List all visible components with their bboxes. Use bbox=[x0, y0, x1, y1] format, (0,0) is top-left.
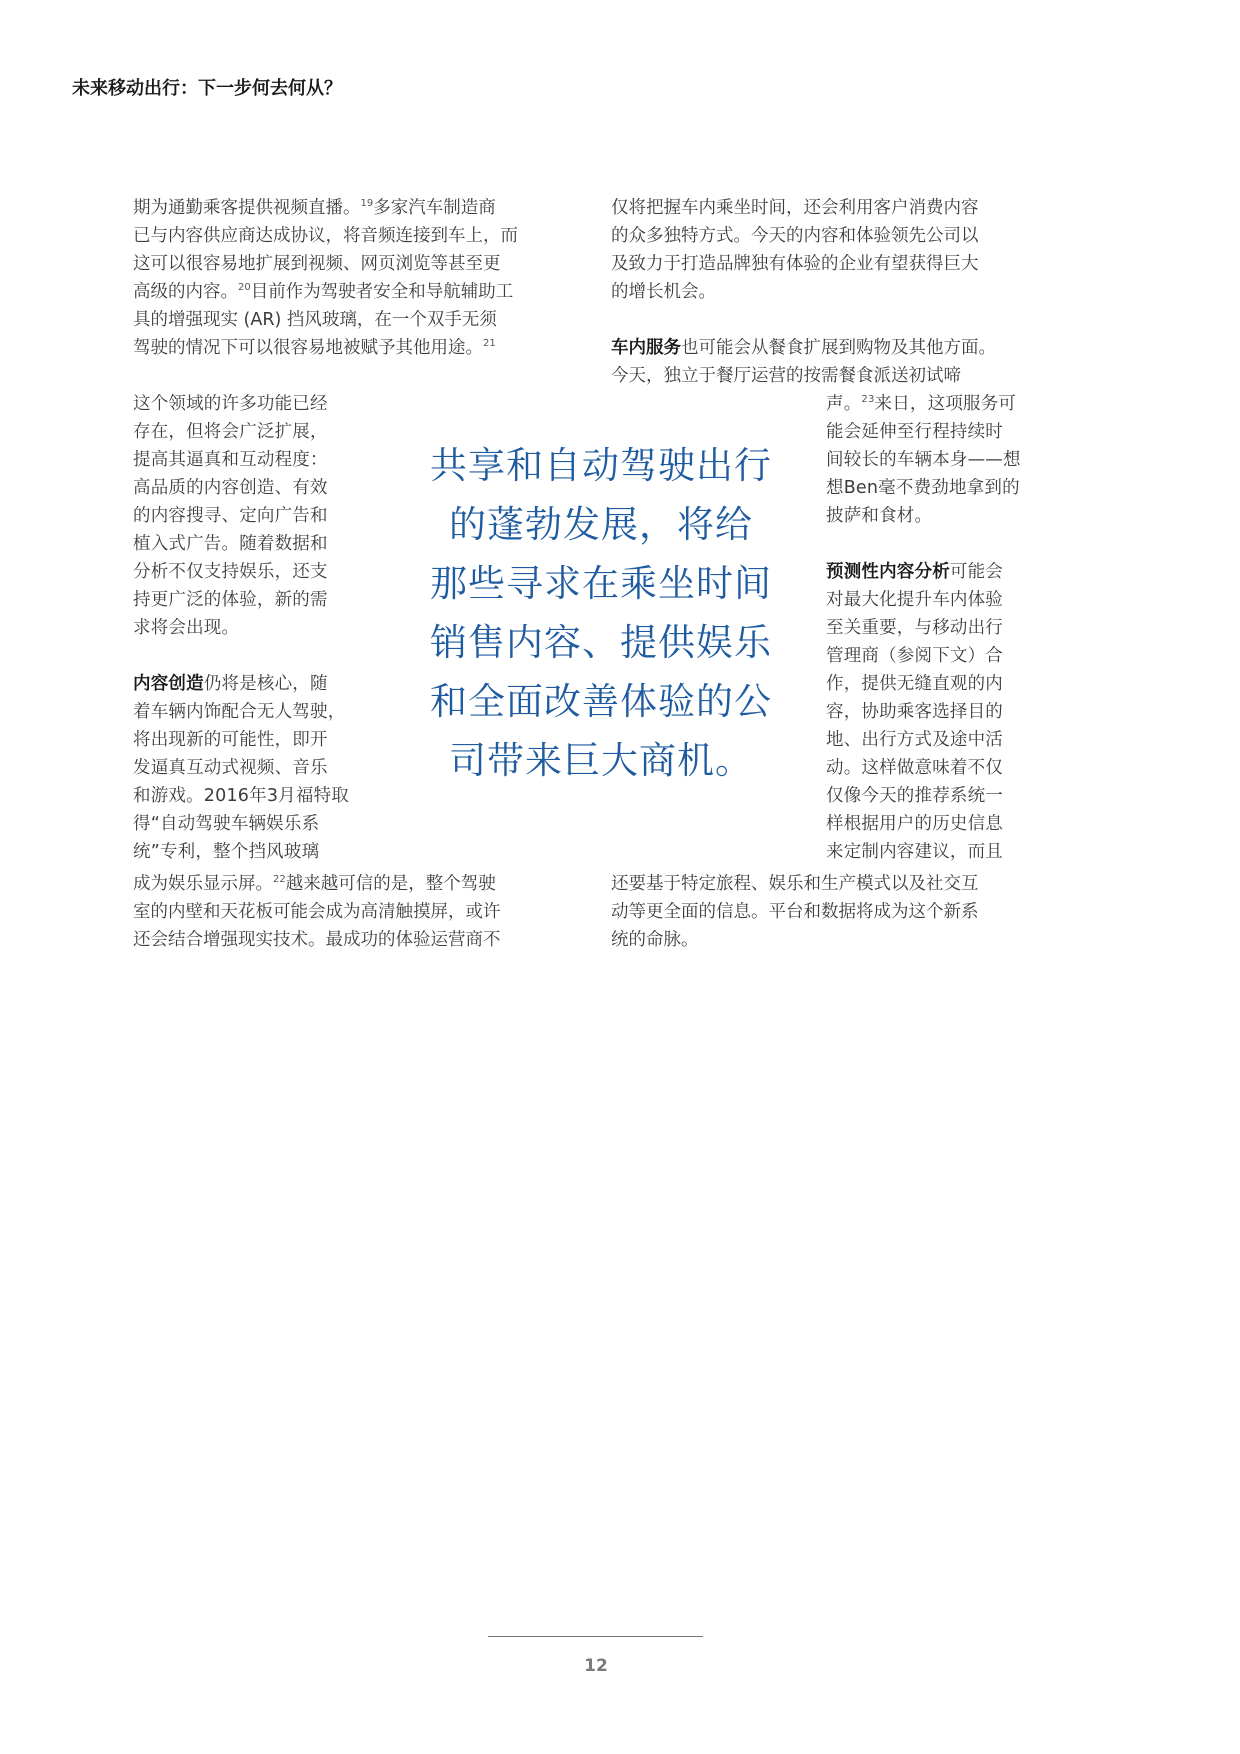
section-lead-in-vehicle-services: 车内服务 bbox=[611, 338, 681, 358]
section-lead-content-creation: 内容创造 bbox=[133, 674, 204, 694]
footer-divider bbox=[488, 1636, 703, 1637]
col1-bottom-text: 成为娱乐显示屏。$^{22}$越来越可信的是，整个驾驶 室的内壁和天花板可能会成为高清触摸屏，或许 还会结合增强现实技术。最成功的体验运营商不 bbox=[133, 874, 501, 950]
pull-quote-line: 和全面改善体验的公 bbox=[430, 680, 772, 723]
col2-bottom-text: 还要基于特定旅程、娱乐和生产模式以及社交互 动等更全面的信息。平台和数据将成为这个新系 统的命脉。 bbox=[611, 874, 979, 950]
col2-top-text: 仅将把握车内乘坐时间，还会利用客户消费内容 的众多独特方式。今天的内容和体验领先公司以 及致力于打造品牌独有体验的企业有望获得巨大 的增长机会。 车内服务也可能会从餐食扩展到购物及其他方面。 今天，独立于餐厅运营的按需餐食派送初试啼 bbox=[611, 198, 996, 386]
col1-top-text: 期为通勤乘客提供视频直播。$^{19}$多家汽车制造商 已与内容供应商达成协议，将音频连接到车上，而 这可以很容易地扩展到视频、网页浏览等甚至更 高级的内容。$^{20}$目前作为驾驶者安全和导航辅助工 具的增强现实 (AR) 挡风玻璃，在一个双手无须 驾驶的情况下可以很容易地被赋予其他用途。$^{21}$ bbox=[133, 198, 518, 358]
pull-quote-line: 那些寻求在乘坐时间 bbox=[430, 562, 772, 605]
footnote-ref[interactable]: 20 bbox=[238, 282, 251, 294]
running-header: 未来移动出行：下一步何去何从？ bbox=[72, 78, 342, 99]
pull-quote-line: 共享和自动驾驶出行 bbox=[430, 444, 772, 487]
pull-quote-line: 销售内容、提供娱乐 bbox=[430, 621, 772, 664]
footnote-ref[interactable]: 22 bbox=[273, 874, 286, 886]
pull-quote bbox=[405, 436, 797, 790]
pull-quote-line: 司带来巨大商机。 bbox=[449, 739, 753, 782]
page-number: 12 bbox=[584, 1656, 608, 1676]
pull-quote-line: 的蓬勃发展，将给 bbox=[449, 503, 753, 546]
section-lead-predictive-analytics: 预测性内容分析 bbox=[826, 562, 950, 582]
footnote-ref[interactable]: 19 bbox=[360, 198, 374, 210]
col2-narrow-text: 声。$^{23}$来日，这项服务可 能会延伸至行程持续时 间较长的车辆本身——想 想Ben毫不费劲地拿到的 披萨和食材。 预测性内容分析可能会 对最大化提升车内体验 至关重要，与移动出行 管理商（参阅下文）合 作，提供无缝直观的内 容，协助乘客选择目的 地、出行方式及途中活 动。这样做意味着不仅 仅像今天的推荐系统一 样根据用户的历史信息 来定制内容建议，而且 bbox=[826, 394, 1021, 862]
footnote-ref[interactable]: 21 bbox=[483, 338, 496, 350]
col1-narrow-text: 这个领域的许多功能已经 存在，但将会广泛扩展， 提高其逼真和互动程度： 高品质的内容创造、有效 的内容搜寻、定向广告和 植入式广告。随着数据和 分析不仅支持娱乐，还支 持更广泛的体验，新的需 求将会出现。 内容创造仍将是核心，随 着车辆内饰配合无人驾驶， 将出现新的可能性，即开 发逼真互动式视频、音乐 和游戏。2016年3月福特取 得“自动驾驶车辆娱乐系 统”专利，整个挡风玻璃 bbox=[133, 394, 349, 862]
footnote-ref[interactable]: 23 bbox=[861, 394, 875, 406]
